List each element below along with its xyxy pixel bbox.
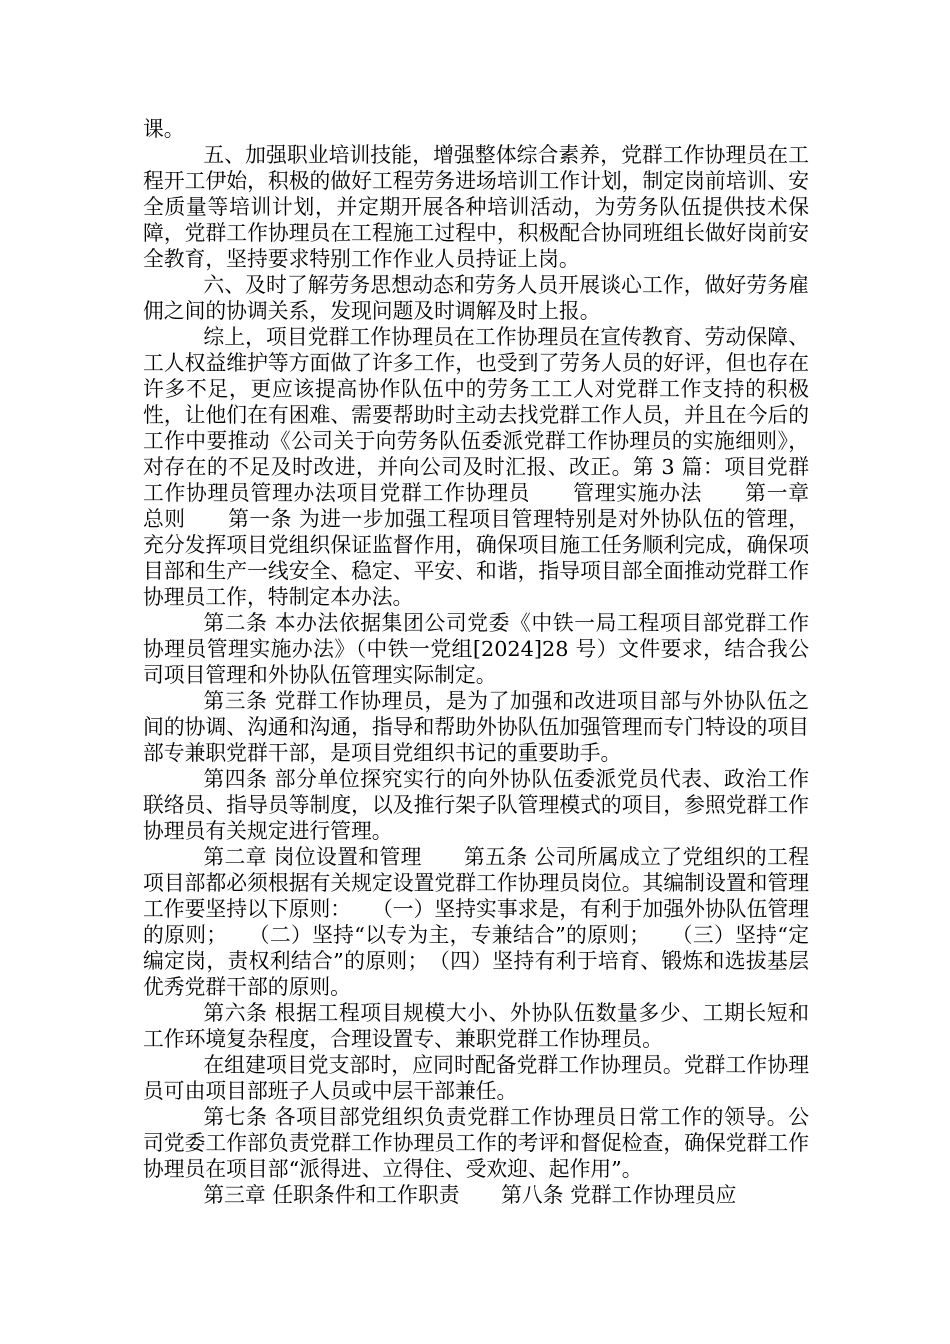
paragraph-chapter-3-article-8: 第三章 任职条件和工作职责 第八条 党群工作协理员应: [203, 1183, 737, 1207]
paragraph-article-6: 第六条 根据工程项目规模大小、外协队伍数量多少、工期长短和工作环境复杂程度，合理设置专、兼职党群工作协理员。: [143, 1001, 809, 1051]
paragraph-article-2: 第二条 本办法依据集团公司党委《中铁一局工程项目部党群工作协理员管理实施办法》（中铁一党组[2024]28 号）文件要求，结合我公司项目管理和外协队伍管理实际制定。: [143, 611, 809, 687]
paragraph-summary: 综上，项目党群工作协理员在工作协理员在宣传教育、劳动保障、工人权益维护等方面做了许多工作，也受到了劳务人员的好评，但也存在许多不足，更应该提高协作队伍中的劳务工工人对党群工作支持的积极性，让他们在有困难、需要帮助时主动去找党群工作人员，并且在今后的工作中要推动《公司关于向劳务队伍委派党群工作协理员的实施细则》，对存在的不足及时改进，并向公司及时汇报、改正。第 3 篇：项目党群工作协理员管理办法项目党群工作协理员 管理实施办法 第一章 总则 第一条 为进一步加强工程项目管理特别是对外协队伍的管理，充分发挥项目党组织保证监督作用，确保项目施工任务顺利完成，确保项目部和生产一线安全、稳定、平安、和谐，指导项目部全面推动党群工作协理员工作，特制定本办法。: [143, 325, 809, 609]
paragraph-ke: 课。: [143, 117, 185, 141]
paragraph-article-7: 第七条 各项目部党组织负责党群工作协理员日常工作的领导。公司党委工作部负责党群工作协理员工作的考评和督促检查，确保党群工作协理员在项目部“派得进、立得住、受欢迎、起作用”。: [143, 1105, 809, 1181]
paragraph-six-communication: 六、及时了解劳务思想动态和劳务人员开展谈心工作，做好劳务雇佣之间的协调关系，发现问题及时调解及时上报。: [143, 273, 809, 323]
paragraph-five-training: 五、加强职业培训技能，增强整体综合素养，党群工作协理员在工程开工伊始，积极的做好工程劳务进场培训工作计划，制定岗前培训、安全质量等培训计划，并定期开展各种培训活动，为劳务队伍提供技术保障，党群工作协理员在工程施工过程中，积极配合协同班组长做好岗前安全教育，坚持要求特别工作作业人员持证上岗。: [143, 143, 809, 271]
paragraph-article-3: 第三条 党群工作协理员，是为了加强和改进项目部与外协队伍之间的协调、沟通和沟通，指导和帮助外协队伍加强管理而专门特设的项目部专兼职党群干部，是项目党组织书记的重要助手。: [143, 689, 809, 765]
paragraph-party-branch: 在组建项目党支部时，应同时配备党群工作协理员。党群工作协理员可由项目部班子人员或中层干部兼任。: [143, 1053, 809, 1103]
paragraph-article-4: 第四条 部分单位探究实行的向外协队伍委派党员代表、政治工作联络员、指导员等制度，以及推行架子队管理模式的项目，参照党群工作协理员有关规定进行管理。: [143, 767, 809, 843]
paragraph-chapter-2-article-5: 第二章 岗位设置和管理 第五条 公司所属成立了党组织的工程项目部都必须根据有关规定设置党群工作协理员岗位。其编制设置和管理工作要坚持以下原则： （一）坚持实事求是，有利于加强外协队伍管理的原则； （二）坚持“以专为主，专兼结合”的原则； （三）坚持“定编定岗，责权利结合”的原则； （四）坚持有利于培育、锻炼和选拔基层优秀党群干部的原则。: [143, 845, 809, 999]
document-page: [143, 116, 809, 1208]
